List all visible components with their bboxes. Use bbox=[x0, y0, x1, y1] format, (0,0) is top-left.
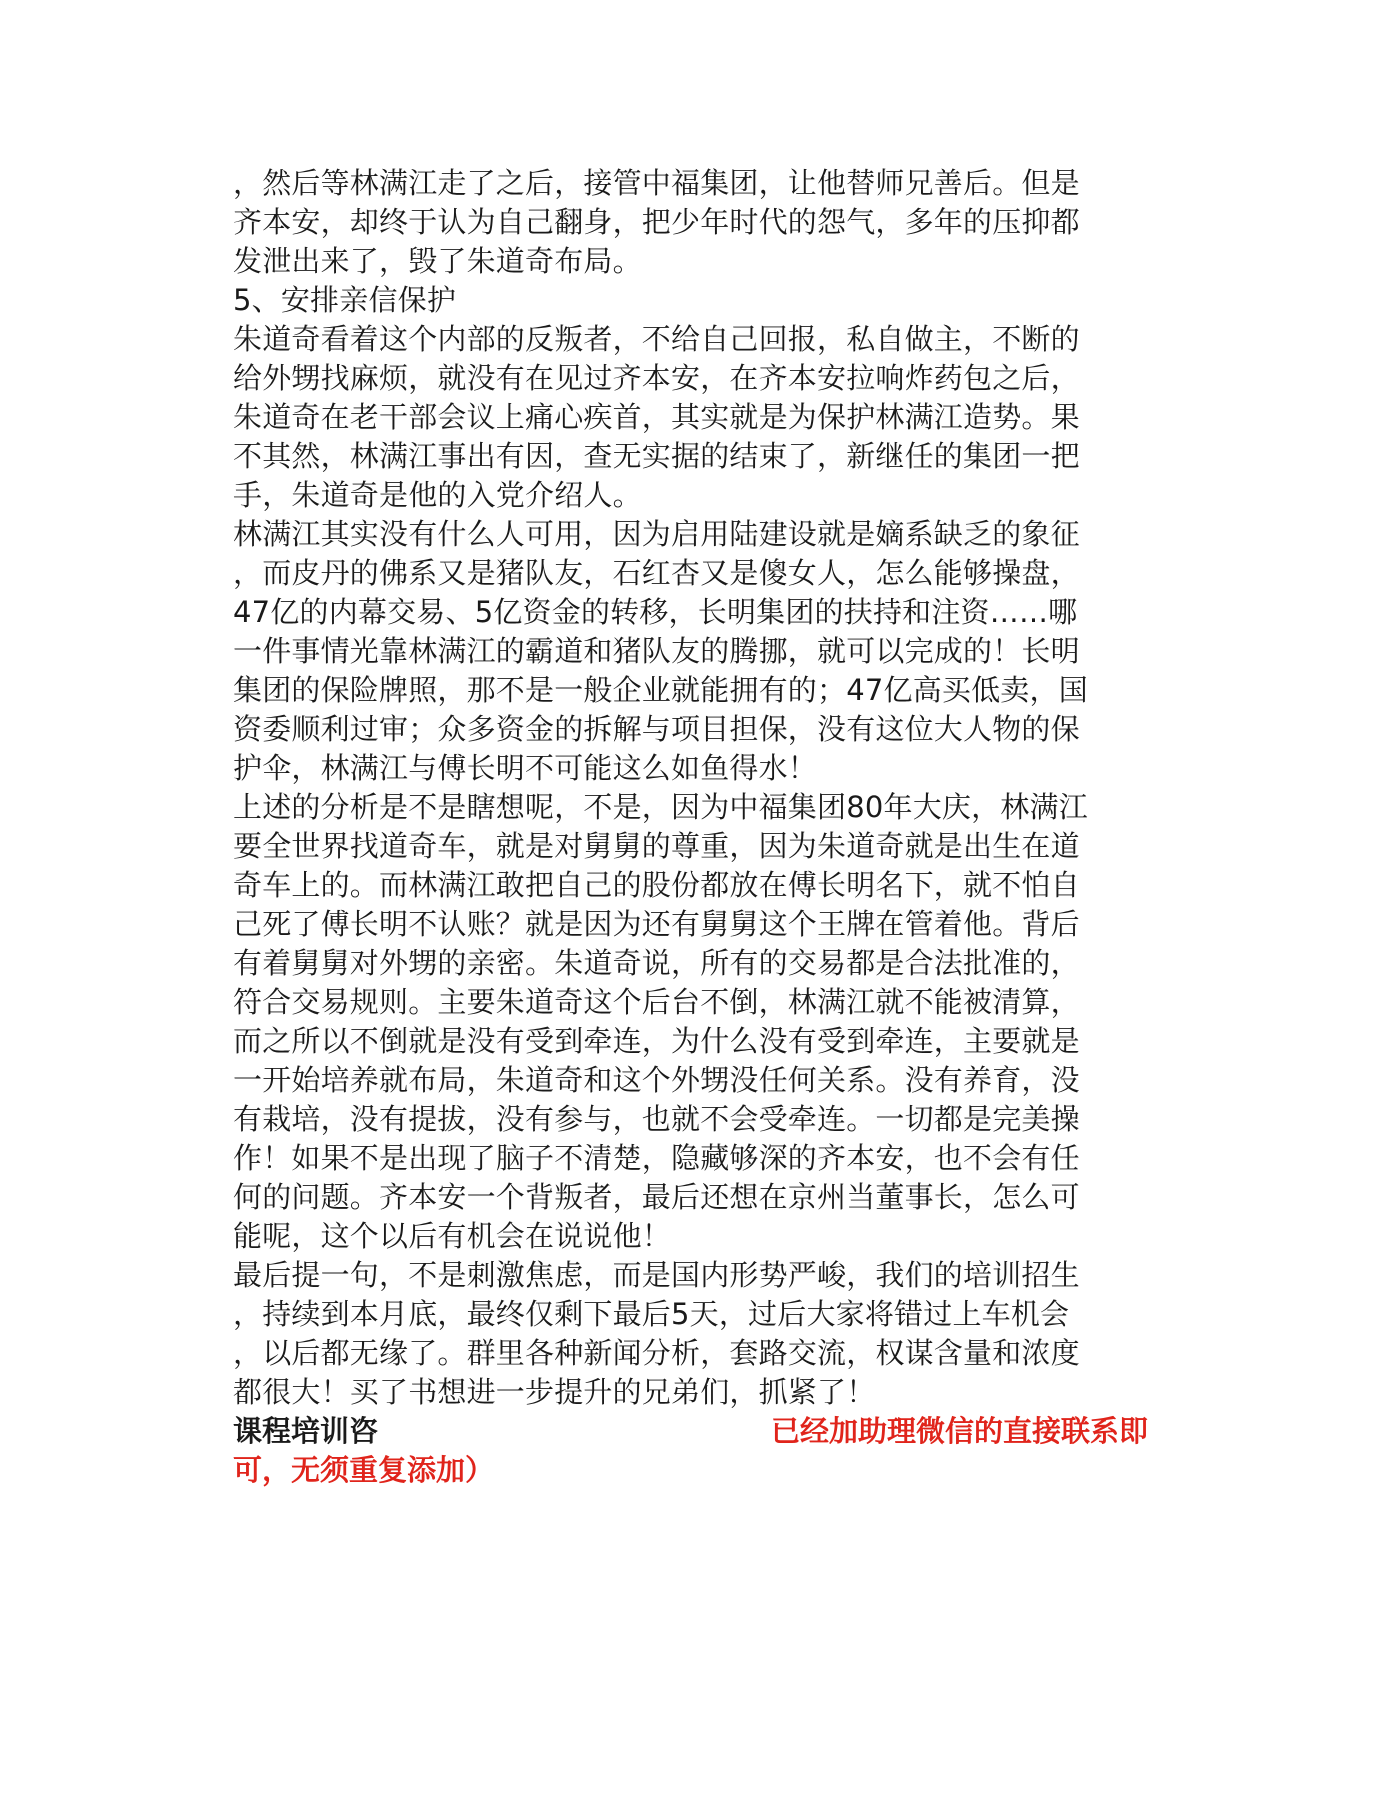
text-line: 而之所以不倒就是没有受到牵连，为什么没有受到牵连，主要就是 bbox=[233, 1024, 1080, 1058]
text-line: 手，朱道奇是他的入党介绍人。 bbox=[233, 478, 642, 512]
body-text bbox=[233, 164, 1148, 1412]
text-line: 发泄出来了，毁了朱道奇布局。 bbox=[233, 244, 642, 278]
contact-notice: 已经加助理微信的直接联系即 bbox=[770, 1414, 1148, 1448]
text-line: 护伞，林满江与傅长明不可能这么如鱼得水！ bbox=[233, 751, 818, 785]
text-line: 符合交易规则。主要朱道奇这个后台不倒，林满江就不能被清算， bbox=[233, 985, 1080, 1019]
text-line: 己死了傅长明不认账？就是因为还有舅舅这个王牌在管着他。背后 bbox=[233, 907, 1080, 941]
text-line: 一开始培养就布局，朱道奇和这个外甥没任何关系。没有养育，没 bbox=[233, 1063, 1080, 1097]
text-line: 上述的分析是不是瞎想呢，不是，因为中福集团80年大庆，林满江 bbox=[233, 790, 1088, 824]
text-line: 能呢，这个以后有机会在说说他！ bbox=[233, 1219, 672, 1253]
text-line: 朱道奇在老干部会议上痛心疾首，其实就是为保护林满江造势。果 bbox=[233, 400, 1080, 434]
text-line: 47亿的内幕交易、5亿资金的转移，长明集团的扶持和注资……哪 bbox=[233, 595, 1078, 629]
text-line: 奇车上的。而林满江敢把自己的股份都放在傅长明名下，就不怕自 bbox=[233, 868, 1080, 902]
text-line: 集团的保险牌照，那不是一般企业就能拥有的；47亿高买低卖，国 bbox=[233, 673, 1088, 707]
text-line: 资委顺利过审；众多资金的拆解与项目担保，没有这位大人物的保 bbox=[233, 712, 1080, 746]
text-line: 作！如果不是出现了脑子不清楚，隐藏够深的齐本安，也不会有任 bbox=[233, 1141, 1080, 1175]
text-line: 何的问题。齐本安一个背叛者，最后还想在京州当董事长，怎么可 bbox=[233, 1180, 1080, 1214]
section-heading: 5、安排亲信保护 bbox=[233, 283, 457, 317]
course-consult-label: 课程培训咨 bbox=[233, 1414, 379, 1448]
text-line: 齐本安，却终于认为自己翻身，把少年时代的怨气，多年的压抑都 bbox=[233, 205, 1080, 239]
text-line: 朱道奇看着这个内部的反叛者，不给自己回报，私自做主，不断的 bbox=[233, 322, 1080, 356]
text-line: 不其然，林满江事出有因，查无实据的结束了，新继任的集团一把 bbox=[233, 439, 1080, 473]
text-line: ，而皮丹的佛系又是猪队友，石红杏又是傻女人，怎么能够操盘， bbox=[233, 556, 1080, 590]
contact-row bbox=[233, 1412, 1148, 1451]
text-line: 有栽培，没有提拔，没有参与，也就不会受牵连。一切都是完美操 bbox=[233, 1102, 1080, 1136]
text-line: 有着舅舅对外甥的亲密。朱道奇说，所有的交易都是合法批准的， bbox=[233, 946, 1080, 980]
text-line: ，然后等林满江走了之后，接管中福集团，让他替师兄善后。但是 bbox=[233, 166, 1080, 200]
text-line: 要全世界找道奇车，就是对舅舅的尊重，因为朱道奇就是出生在道 bbox=[233, 829, 1080, 863]
text-line: ，持续到本月底，最终仅剩下最后5天，过后大家将错过上车机会 bbox=[233, 1297, 1070, 1331]
text-line: ，以后都无缘了。群里各种新闻分析，套路交流，权谋含量和浓度 bbox=[233, 1336, 1080, 1370]
document-page bbox=[233, 164, 1148, 1490]
text-line: 一件事情光靠林满江的霸道和猪队友的腾挪，就可以完成的！长明 bbox=[233, 634, 1080, 668]
text-line: 林满江其实没有什么人可用，因为启用陆建设就是嫡系缺乏的象征 bbox=[233, 517, 1080, 551]
contact-notice-continued: 可，无须重复添加） bbox=[233, 1453, 495, 1487]
text-line: 最后提一句，不是刺激焦虑，而是国内形势严峻，我们的培训招生 bbox=[233, 1258, 1080, 1292]
text-line: 都很大！买了书想进一步提升的兄弟们，抓紧了！ bbox=[233, 1375, 876, 1409]
text-line: 给外甥找麻烦，就没有在见过齐本安，在齐本安拉响炸药包之后， bbox=[233, 361, 1080, 395]
